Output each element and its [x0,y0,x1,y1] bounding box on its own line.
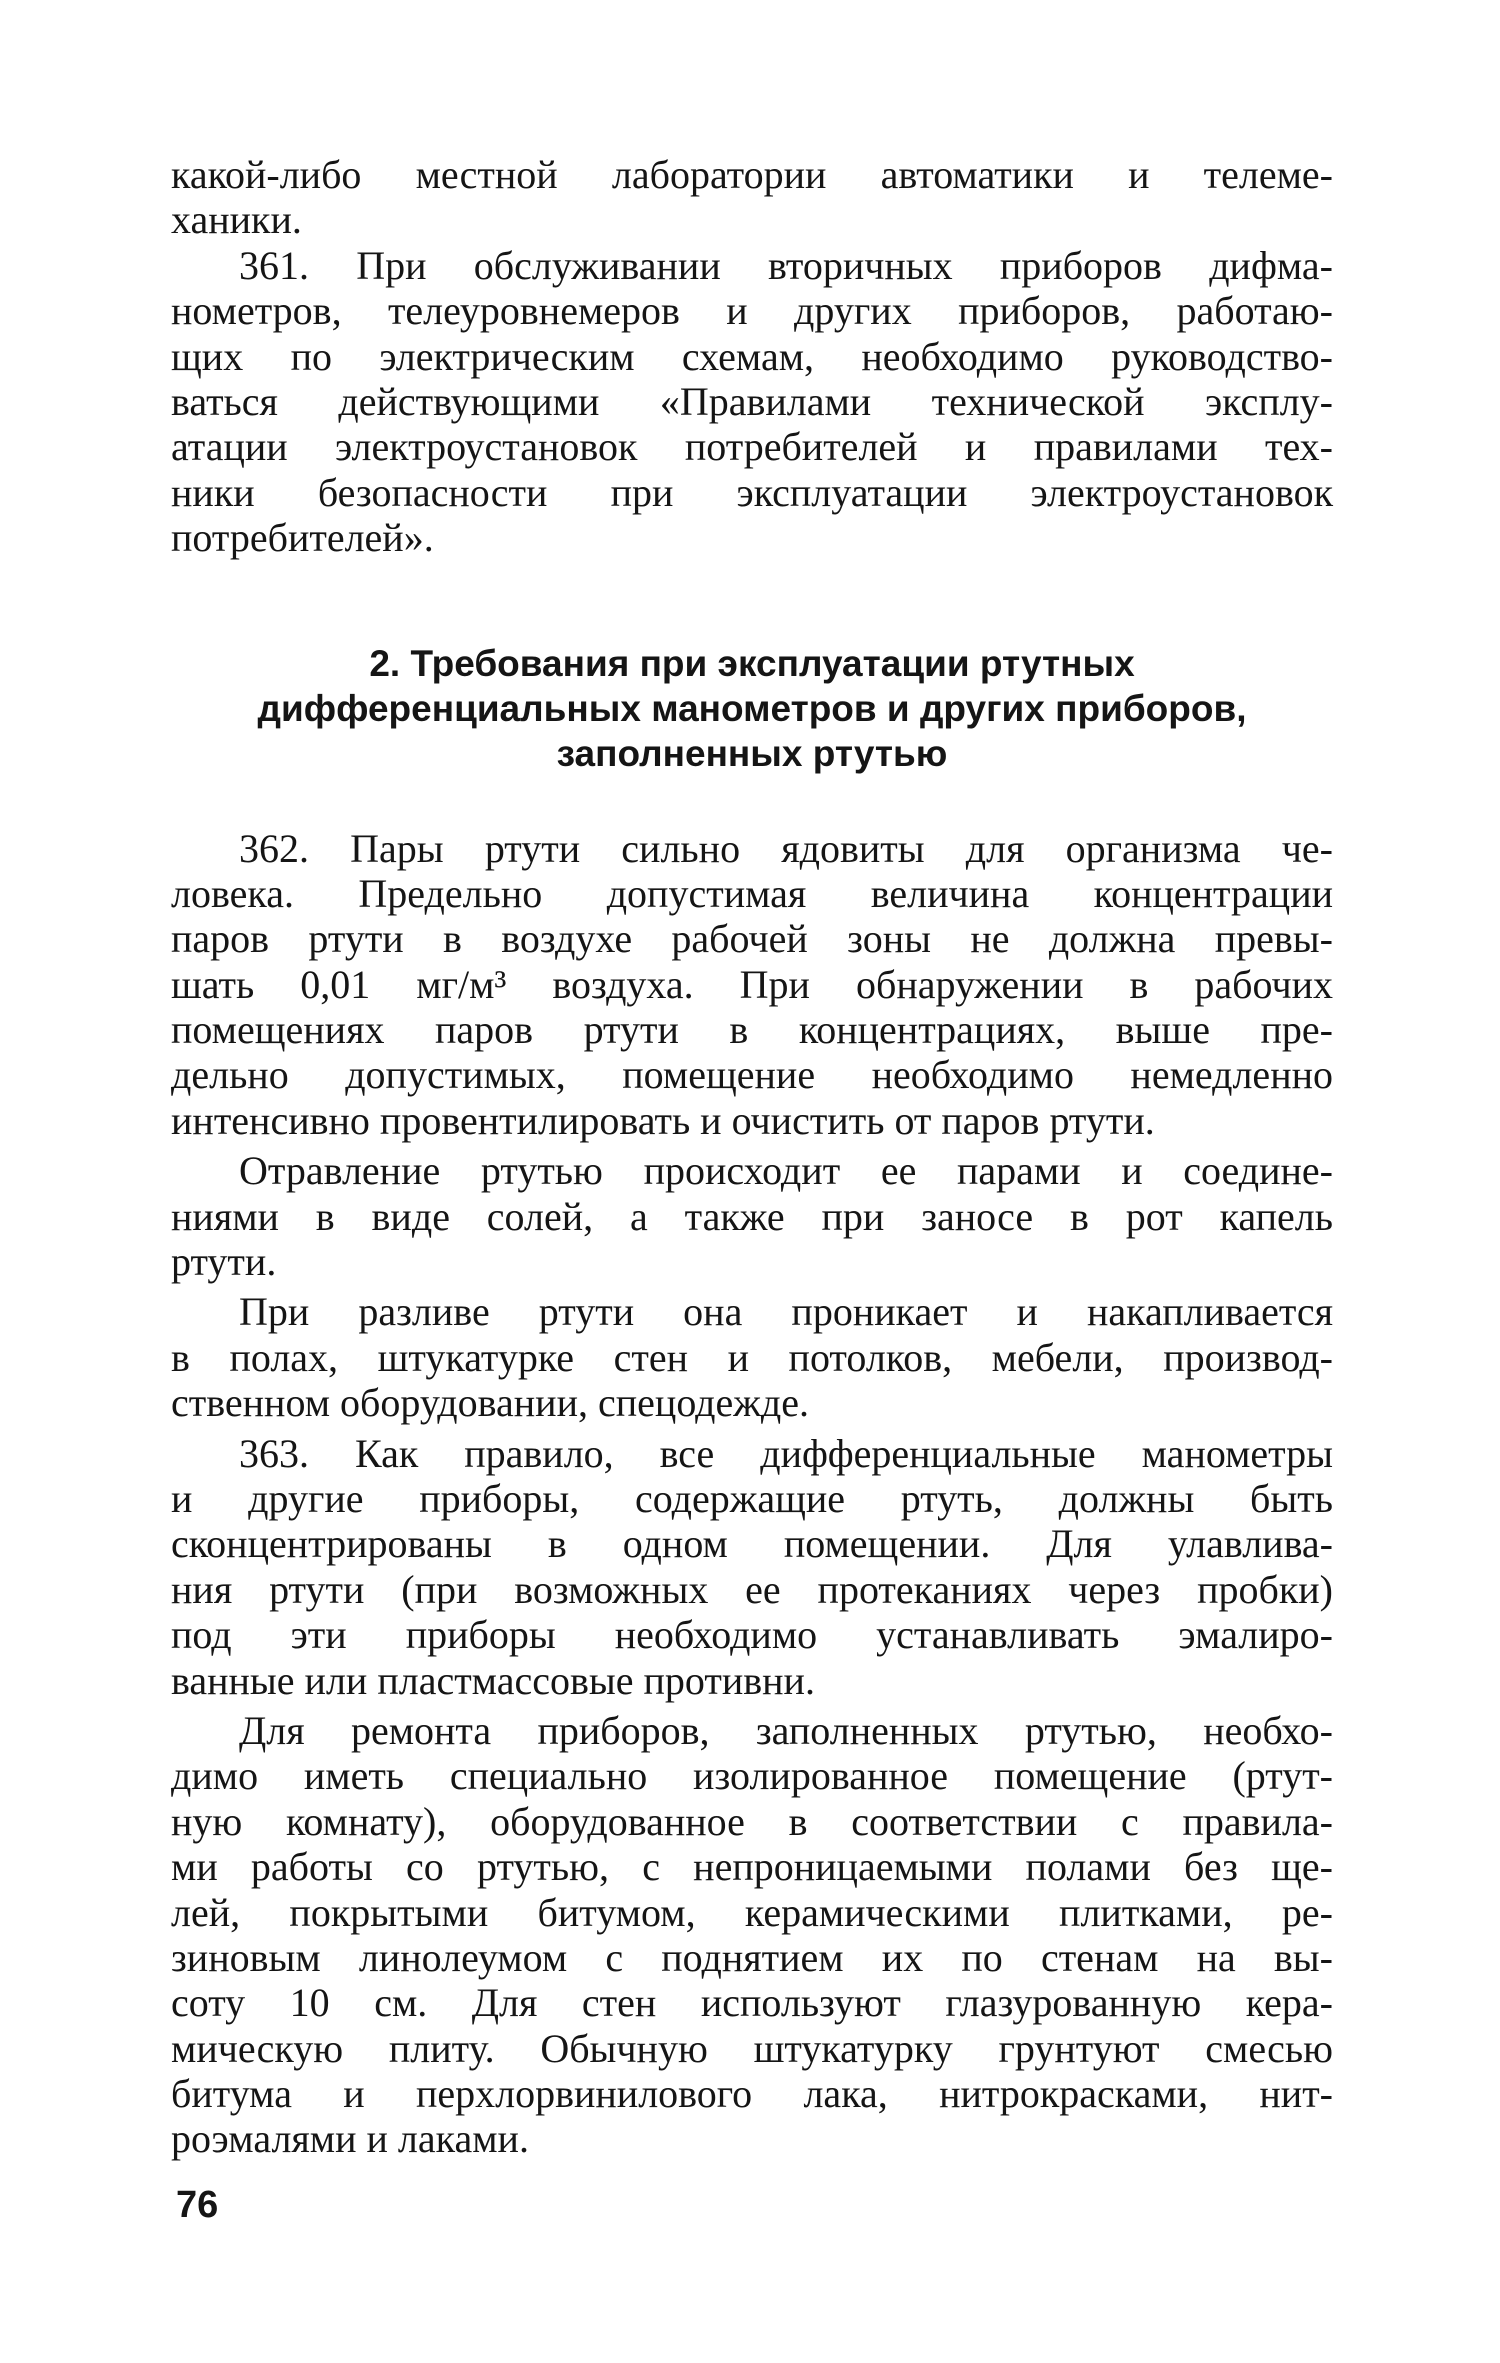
text-line: ниями в виде солей, а также при заносе в рот капель [171,1193,1333,1239]
text-line: димо иметь специально изолированное помещение (ртут- [171,1753,1333,1799]
text-line: атации электроустановок потребителей и правилами тех- [171,424,1333,470]
text-line: 362. Пары ртути сильно ядовиты для организма че- [239,825,1333,871]
text-line: Отравление ртутью происходит ее парами и соедине- [239,1148,1333,1194]
text-line: интенсивно провентилировать и очистить от паров ртути. [171,1097,1155,1143]
text-line: ники безопасности при эксплуатации электроустановок [171,469,1333,515]
text-line: щих по электрическим схемам, необходимо руководство- [171,333,1333,379]
text-line: ственном оборудовании, спецодежде. [171,1380,810,1426]
text-line: какой-либо местной лаборатории автоматики и телеме- [171,152,1333,197]
heading-line: 2. Требования при эксплуатации ртутных [369,642,1135,684]
intro-paragraph [171,152,1333,243]
text-line: паров ртути в воздухе рабочей зоны не должна превы- [171,916,1333,962]
text-line: роэмалями и лаками. [171,2116,529,2162]
heading-line: заполненных ртутью [556,732,948,774]
text-line: ную комнату), оборудованное в соответствии с правила- [171,1798,1333,1844]
text-line: битума и перхлорвинилового лака, нитрокрасками, нит- [171,2071,1333,2117]
text-line: 361. При обслуживании вторичных приборов дифма- [239,242,1333,288]
section-heading [171,641,1333,776]
text-line: шать 0,01 мг/м³ воздуха. При обнаружении в рабочих [171,961,1333,1007]
text-line: нометров, телеуровнемеров и других приборов, работаю- [171,288,1333,334]
text-line: сконцентрированы в одном помещении. Для улавлива- [171,1521,1333,1567]
paragraph-363 [171,1431,1333,1703]
paragraph-362 [171,826,1333,1144]
text-line: потребителей». [171,515,434,561]
text-line: ртути. [171,1239,277,1285]
text-line: в полах, штукатурке стен и потолков, мебели, производ- [171,1334,1333,1380]
heading-line: дифференциальных манометров и других приборов, [257,687,1247,729]
text-line: При разливе ртути она проникает и накапливается [239,1289,1333,1335]
paragraph-361 [171,243,1333,561]
page-number: 76 [176,2184,219,2226]
text-line: ловека. Предельно допустимая величина концентрации [171,870,1333,916]
paragraph-362-spill [171,1289,1333,1425]
text-line: мическую плиту. Обычную штукатурку грунтуют смесью [171,2025,1333,2071]
text-line: помещениях паров ртути в концентрациях, выше пре- [171,1007,1333,1053]
text-line: зиновым линолеумом с поднятием их по стенам на вы- [171,1934,1333,1980]
text-line: Для ремонта приборов, заполненных ртутью, необхо- [239,1707,1333,1753]
paragraph-362-poisoning [171,1148,1333,1284]
text-line: 363. Как правило, все дифференциальные манометры [239,1430,1333,1476]
text-line: под эти приборы необходимо устанавливать эмалиро- [171,1612,1333,1658]
paragraph-363-repair-room [171,1708,1333,2162]
text-line: ваться действующими «Правилами технической эксплу- [171,378,1333,424]
text-line: ванные или пластмассовые противни. [171,1657,815,1703]
text-line: ми работы со ртутью, с непроницаемыми полами без ще- [171,1844,1333,1890]
text-line: ния ртути (при возможных ее протеканиях через пробки) [171,1566,1333,1612]
page-body [171,152,1333,2162]
text-line: соту 10 см. Для стен используют глазурованную кера- [171,1980,1333,2026]
text-line: ханики. [171,197,302,243]
text-line: дельно допустимых, помещение необходимо немедленно [171,1052,1333,1098]
text-line: лей, покрытыми битумом, керамическими плитками, ре- [171,1889,1333,1935]
text-line: и другие приборы, содержащие ртуть, должны быть [171,1475,1333,1521]
